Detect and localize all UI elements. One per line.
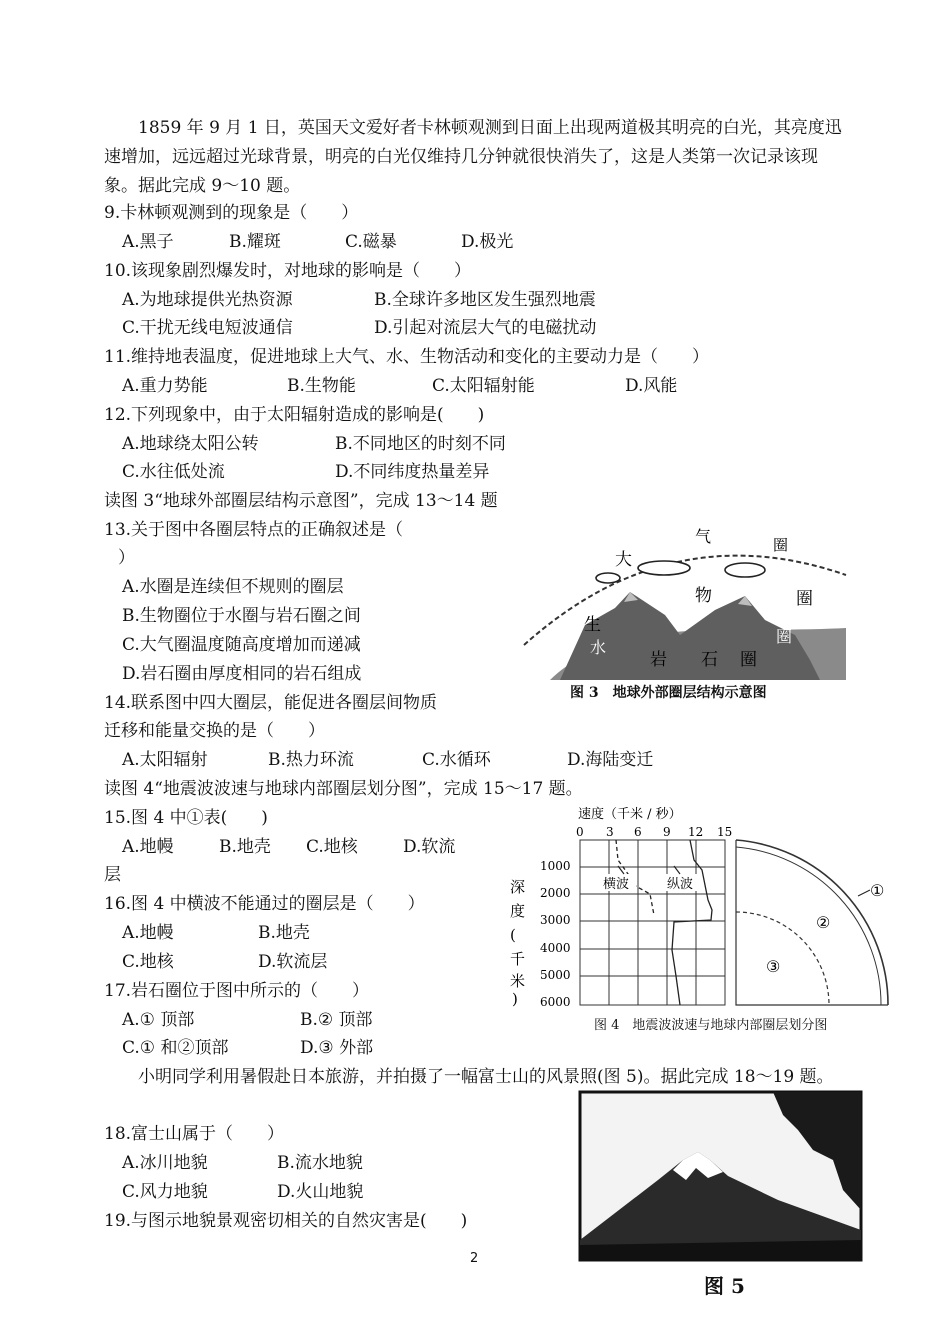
q14-option-b: B.热力环流: [268, 750, 354, 770]
speed-tick: 6: [634, 825, 642, 839]
q11-option-c: C.太阳辐射能: [432, 376, 535, 396]
depth-tick: 1000: [540, 859, 571, 873]
label-bio3: 圈: [796, 589, 813, 609]
q15-option-b: B.地壳: [219, 837, 271, 857]
q17-stem: 17.岩石圈位于图中所示的（ ）: [104, 981, 370, 1001]
depth-tick: 3000: [540, 913, 571, 927]
speed-tick: 15: [717, 825, 733, 839]
q16-stem: 16.图 4 中横波不能通过的圈层是（ ）: [104, 894, 425, 914]
q15-stem: 15.图 4 中①表( ): [104, 808, 268, 828]
q13-option-a: A.水圈是连续但不规则的圈层: [122, 577, 344, 597]
q13-option-b: B.生物圈位于水圈与岩石圈之间: [122, 606, 361, 626]
q17-option-b: B.② 顶部: [300, 1010, 373, 1030]
q14-stem-wrap: 迁移和能量交换的是（ ）: [104, 721, 325, 741]
q9-option-c: C.磁暴: [345, 232, 397, 252]
speed-tick: 3: [606, 825, 614, 839]
q10-option-b: B.全球许多地区发生强烈地震: [374, 290, 596, 310]
label-hyd: 水: [590, 638, 607, 657]
q11-option-a: A.重力势能: [122, 376, 208, 396]
label-lith3: 圈: [740, 650, 757, 670]
label-bio1: 生: [584, 615, 601, 635]
q9-option-d: D.极光: [461, 232, 514, 252]
q15-option-d-wrap: 层: [104, 865, 121, 885]
q9-option-b: B.耀斑: [229, 232, 281, 252]
q12-stem: 12.下列现象中，由于太阳辐射造成的影响是( ): [104, 405, 485, 425]
label-atm3: 圈: [773, 536, 789, 554]
depth-tick: 2000: [540, 886, 571, 900]
layer-3-label: ③: [766, 957, 781, 976]
label-lith1: 岩: [650, 650, 667, 670]
depth-axis-label: 深: [510, 878, 526, 896]
layer-1-label: ①: [870, 881, 885, 900]
q16-option-a: A.地幔: [122, 923, 174, 943]
q14-option-c: C.水循环: [422, 750, 491, 770]
q13-option-d: D.岩石圈由厚度相同的岩石组成: [122, 664, 362, 684]
q16-option-d: D.软流层: [258, 952, 328, 972]
figure-4-seismic: [504, 800, 894, 1035]
depth-axis-label: ): [512, 990, 518, 1008]
q18-option-a: A.冰川地貌: [122, 1153, 208, 1173]
figure-3-caption: 图 3 地球外部圈层结构示意图: [570, 685, 767, 701]
figure-3-earth-spheres: [520, 520, 850, 715]
speed-tick: 9: [663, 825, 671, 839]
q12-option-d: D.不同纬度热量差异: [335, 462, 490, 482]
p-wave-curve: [672, 840, 712, 1005]
q18-option-d: D.火山地貌: [277, 1182, 364, 1202]
depth-axis-label: 千: [510, 950, 526, 968]
label-bio-right: 圈: [776, 627, 793, 646]
q12-option-b: B.不同地区的时刻不同: [335, 434, 506, 454]
intro-paragraph: 1859 年 9 月 1 日，英国天文爱好者卡林顿观测到日面上出现两道极其明亮的白光，其亮度迅速增加，远远超过光球背景，明亮的白光仅维持几分钟就很快消失了，这是人类第一次记录该现象。据此完成 9～10 题。: [104, 118, 842, 196]
figure-3-diagram: [520, 520, 850, 680]
q14-option-d: D.海陆变迁: [567, 750, 654, 770]
p-wave-label: 纵波: [667, 877, 694, 892]
q14-option-a: A.太阳辐射: [122, 750, 208, 770]
q18-option-b: B.流水地貌: [277, 1153, 363, 1173]
q14-stem: 14.联系图中四大圈层，能促进各圈层间物质: [104, 693, 438, 713]
q12-option-a: A.地球绕太阳公转: [122, 434, 259, 454]
q19-stem: 19.与图示地貌景观密切相关的自然灾害是( ): [104, 1211, 468, 1231]
label-lith2: 石: [701, 650, 718, 670]
depth-tick: 5000: [540, 968, 571, 982]
depth-axis-label: 度: [510, 902, 526, 920]
q10-stem: 10.该现象剧烈爆发时，对地球的影响是（ ）: [104, 261, 472, 281]
label-atm1: 大: [615, 550, 632, 570]
q11-stem: 11.维持地表温度，促进地球上大气、水、生物活动和变化的主要动力是（ ）: [104, 347, 710, 367]
q15-option-a: A.地幔: [122, 837, 174, 857]
q9-stem: 9.卡林顿观测到的现象是（ ）: [104, 203, 359, 223]
label-bio2: 物: [695, 586, 712, 606]
q9-option-a: A.黑子: [122, 232, 174, 252]
s-wave-label: 横波: [603, 877, 630, 892]
speed-tick: 0: [576, 825, 584, 839]
depth-tick: 4000: [540, 941, 571, 955]
q17-option-d: D.③ 外部: [300, 1038, 374, 1058]
figure-5-caption: 图 5: [704, 1274, 745, 1298]
q16-option-b: B.地壳: [258, 923, 310, 943]
crust-arc: [736, 847, 881, 1005]
q10-option-a: A.为地球提供光热资源: [122, 290, 293, 310]
q11-option-d: D.风能: [625, 376, 678, 396]
q18-stem: 18.富士山属于（ ）: [104, 1124, 285, 1144]
figure-5-image: [578, 1090, 863, 1262]
page-number: 2: [470, 1251, 479, 1266]
read-figure-3-instruction: 读图 3“地球外部圈层结构示意图”，完成 13～14 题: [104, 491, 498, 511]
q13-stem-wrap: ）: [118, 548, 135, 568]
fuji-intro-paragraph: 小明同学利用暑假赴日本旅游，并拍摄了一幅富士山的风景照(图 5)。据此完成 18～19 题。: [104, 1067, 834, 1087]
depth-axis-label: (: [510, 926, 516, 944]
figure-5-fuji-photo: [578, 1090, 863, 1305]
q10-option-d: D.引起对流层大气的电磁扰动: [374, 318, 597, 338]
q16-option-c: C.地核: [122, 952, 174, 972]
figure-4-caption: 图 4 地震波波速与地球内部圈层划分图: [594, 1018, 828, 1033]
q12-option-c: C.水往低处流: [122, 462, 225, 482]
speed-axis-label: 速度（千米 / 秒）: [578, 807, 682, 822]
q11-option-b: B.生物能: [287, 376, 356, 396]
depth-tick: 6000: [540, 995, 571, 1009]
earth-surface-arc: [736, 840, 888, 1005]
q13-option-c: C.大气圈温度随高度增加而递减: [122, 635, 361, 655]
q10-option-c: C.干扰无线电短波通信: [122, 318, 293, 338]
figure-4-diagram: [504, 800, 894, 1010]
read-figure-4-instruction: 读图 4“地震波波速与地球内部圈层划分图”，完成 15～17 题。: [104, 779, 583, 799]
q15-option-c: C.地核: [306, 837, 358, 857]
q15-option-d: D.软流: [403, 837, 456, 857]
q17-option-a: A.① 顶部: [122, 1010, 195, 1030]
q18-option-c: C.风力地貌: [122, 1182, 208, 1202]
layer-2-label: ②: [816, 913, 831, 932]
chart-grid: [580, 840, 725, 1005]
depth-axis-label: 米: [510, 972, 526, 990]
leader-line: [858, 890, 870, 896]
q17-option-c: C.① 和②顶部: [122, 1038, 229, 1058]
q13-stem: 13.关于图中各圈层特点的正确叙述是（: [104, 520, 404, 540]
speed-tick: 12: [688, 825, 704, 839]
label-atm2: 气: [695, 527, 712, 546]
